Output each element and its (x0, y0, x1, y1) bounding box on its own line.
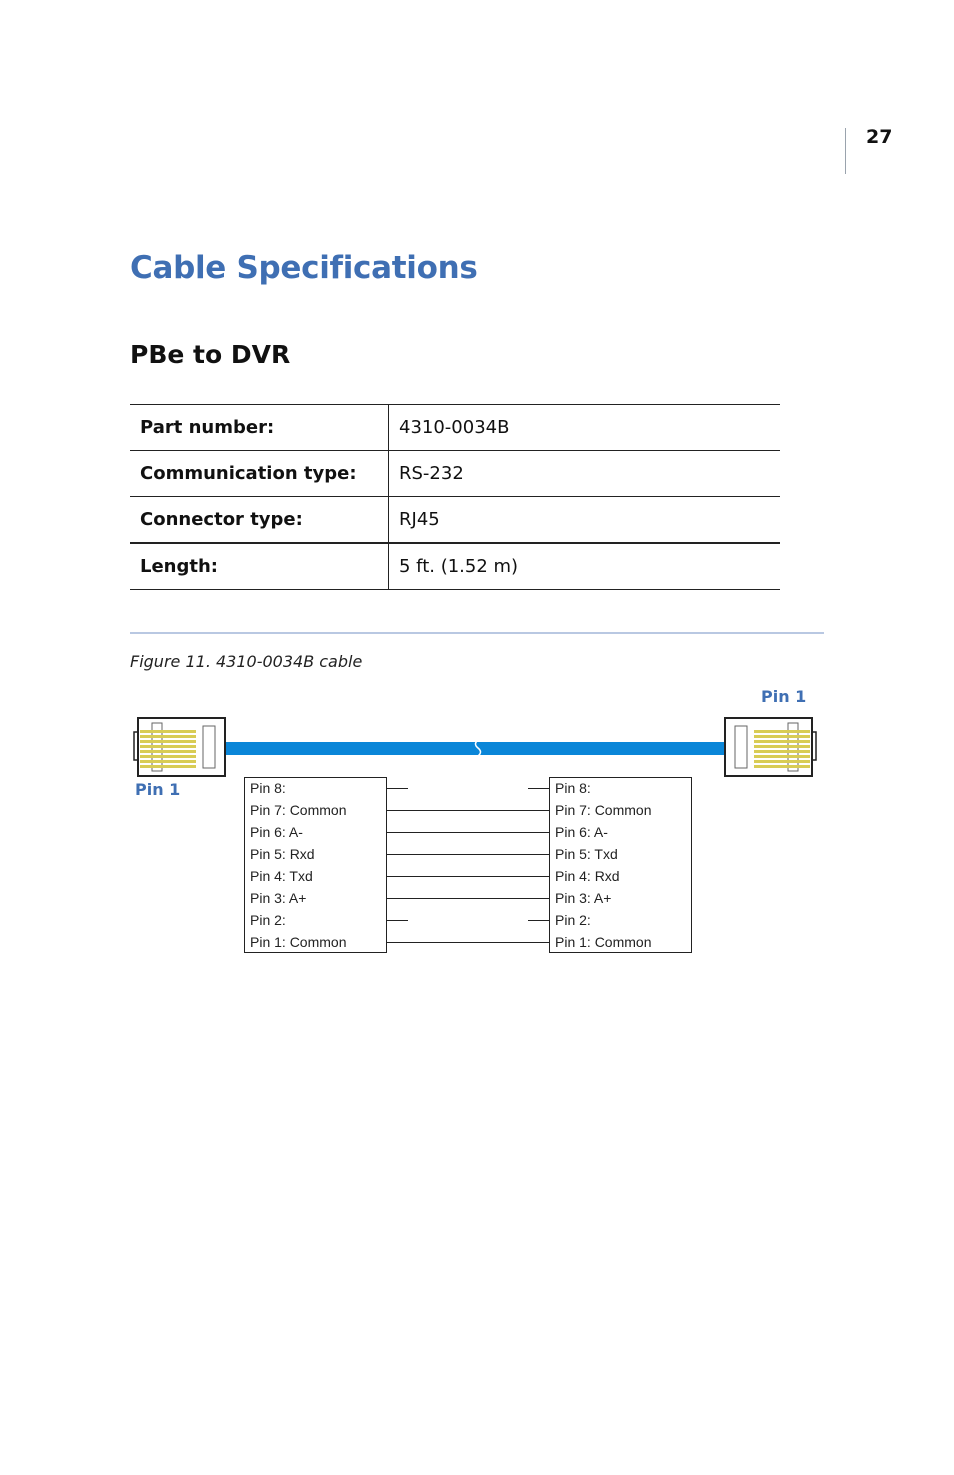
stub-left-pin-2 (386, 920, 408, 921)
spec-row-connector-type (130, 497, 780, 544)
wire-pin-4 (386, 876, 549, 877)
section-title: PBe to DVR (130, 340, 291, 369)
right-pin-3: Pin 3: A+ (555, 890, 612, 906)
spec-label: Connector type: (130, 497, 389, 544)
spec-value: 4310-0034B (389, 405, 781, 451)
stub-right-pin-8 (528, 788, 549, 789)
page-number: 27 (866, 126, 893, 148)
right-pinout-box (549, 777, 692, 953)
spec-row-length (130, 543, 780, 590)
left-pin-3: Pin 3: A+ (250, 890, 307, 906)
left-pin-1: Pin 1: Common (250, 934, 347, 950)
right-pin-1: Pin 1: Common (555, 934, 652, 950)
spec-row-part-number (130, 405, 780, 451)
spec-table (130, 404, 780, 590)
right-pin-8: Pin 8: (555, 780, 591, 796)
cable-diagram (130, 710, 820, 956)
left-rj45-connector (134, 718, 225, 776)
wire-pin-6 (386, 832, 549, 833)
figure-caption: Figure 11. 4310-0034B cable (130, 652, 363, 671)
right-pin-5: Pin 5: Txd (555, 846, 618, 862)
cable-illustration (130, 710, 820, 780)
wire-pin-3 (386, 898, 549, 899)
page-number-divider (845, 128, 846, 174)
wire-pin-1 (386, 942, 549, 943)
right-pin-6: Pin 6: A- (555, 824, 608, 840)
spec-label: Length: (130, 543, 389, 590)
spec-row-communication-type (130, 451, 780, 497)
stub-left-pin-8 (386, 788, 408, 789)
page-title: Cable Specifications (130, 250, 478, 286)
spec-value: RJ45 (389, 497, 781, 544)
right-pin-4: Pin 4: Rxd (555, 868, 620, 884)
left-pin-2: Pin 2: (250, 912, 286, 928)
stub-right-pin-2 (528, 920, 549, 921)
left-pin-8: Pin 8: (250, 780, 286, 796)
spec-value: RS-232 (389, 451, 781, 497)
left-pinout-box (244, 777, 387, 953)
left-pin-4: Pin 4: Txd (250, 868, 313, 884)
left-pin-7: Pin 7: Common (250, 802, 347, 818)
left-pin-6: Pin 6: A- (250, 824, 303, 840)
spec-value: 5 ft. (1.52 m) (389, 543, 781, 590)
pin1-label-left: Pin 1 (135, 780, 181, 799)
figure-divider (130, 632, 824, 634)
right-pin-2: Pin 2: (555, 912, 591, 928)
right-rj45-connector (725, 718, 816, 776)
wire-pin-7 (386, 810, 549, 811)
pin1-label-right: Pin 1 (761, 687, 807, 706)
left-pin-5: Pin 5: Rxd (250, 846, 315, 862)
spec-label: Part number: (130, 405, 389, 451)
right-pin-7: Pin 7: Common (555, 802, 652, 818)
wire-pin-5 (386, 854, 549, 855)
spec-label: Communication type: (130, 451, 389, 497)
